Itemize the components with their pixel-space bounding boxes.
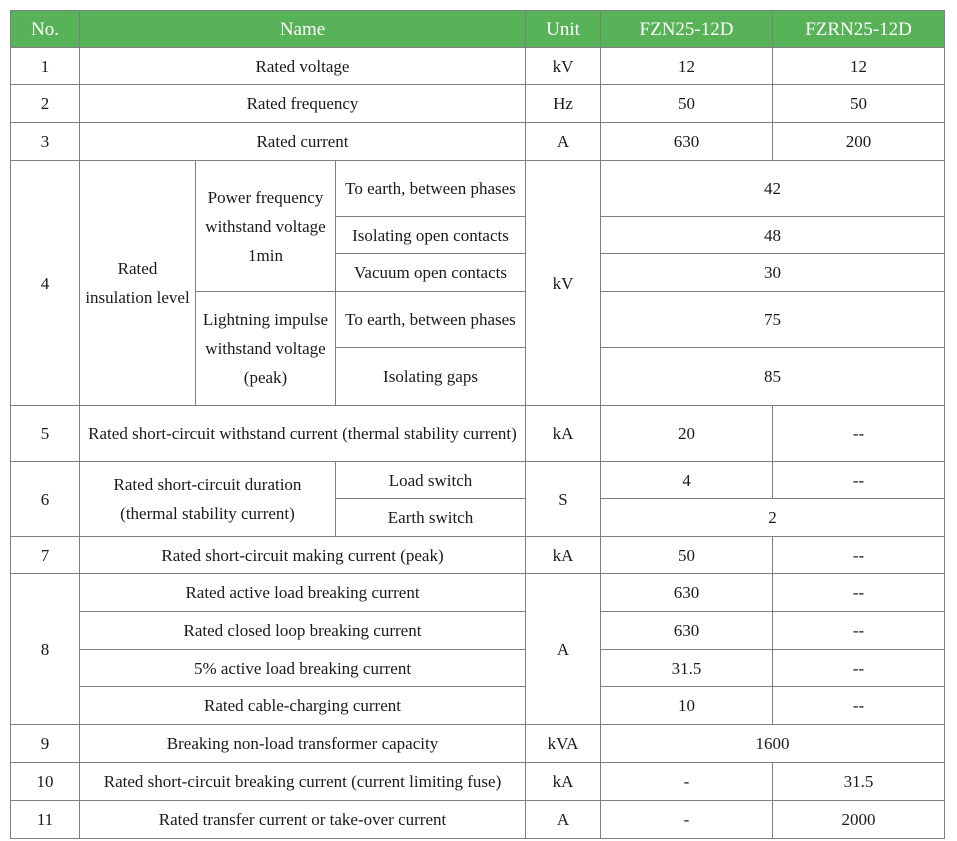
row-unit: kVA — [526, 725, 601, 763]
row-name: Rated transfer current or take-over current — [80, 801, 526, 839]
value-merged: 42 — [601, 161, 945, 217]
header-no: No. — [11, 11, 80, 48]
row-unit: kV — [526, 161, 601, 406]
header-unit: Unit — [526, 11, 601, 48]
value-model-b: 12 — [773, 48, 945, 85]
table-row — [11, 161, 945, 217]
value-model-b: 2000 — [773, 801, 945, 839]
value-merged: 75 — [601, 292, 945, 348]
table-row — [11, 537, 945, 574]
value-model-a: 10 — [601, 687, 773, 725]
header-name: Name — [80, 11, 526, 48]
sub-label: Load switch — [336, 462, 526, 499]
value-merged: 30 — [601, 254, 945, 292]
row-name: Rated frequency — [80, 85, 526, 123]
value-merged: 85 — [601, 348, 945, 406]
value-model-b: -- — [773, 687, 945, 725]
value-model-b: 50 — [773, 85, 945, 123]
row-unit: kV — [526, 48, 601, 85]
row-unit: S — [526, 462, 601, 537]
value-model-b: -- — [773, 650, 945, 687]
row-name: Breaking non-load transformer capacity — [80, 725, 526, 763]
table-row — [11, 687, 945, 725]
value-model-b: -- — [773, 537, 945, 574]
insulation-group-label: Rated insulation level — [80, 161, 196, 406]
value-model-a: 12 — [601, 48, 773, 85]
row-name: Rated active load breaking current — [80, 574, 526, 612]
table-row — [11, 650, 945, 687]
row-no: 9 — [11, 725, 80, 763]
row-no: 11 — [11, 801, 80, 839]
row-unit: A — [526, 574, 601, 725]
value-merged: 48 — [601, 217, 945, 254]
value-model-b: -- — [773, 406, 945, 462]
value-merged: 2 — [601, 499, 945, 537]
value-model-b: -- — [773, 462, 945, 499]
table-row — [11, 85, 945, 123]
row-unit: Hz — [526, 85, 601, 123]
row-unit: kA — [526, 537, 601, 574]
value-model-a: 20 — [601, 406, 773, 462]
row-name: Rated short-circuit breaking current (current limiting fuse) — [80, 763, 526, 801]
value-model-a: 50 — [601, 85, 773, 123]
row-name: Rated current — [80, 123, 526, 161]
value-model-a: 4 — [601, 462, 773, 499]
sub-label: Vacuum open contacts — [336, 254, 526, 292]
value-model-a: 630 — [601, 574, 773, 612]
row-no: 2 — [11, 85, 80, 123]
row-unit: kA — [526, 763, 601, 801]
value-model-a: - — [601, 763, 773, 801]
row-no: 8 — [11, 574, 80, 725]
value-model-b: -- — [773, 574, 945, 612]
row-unit: kA — [526, 406, 601, 462]
table-row — [11, 612, 945, 650]
row-name: 5% active load breaking current — [80, 650, 526, 687]
value-model-a: 630 — [601, 612, 773, 650]
spec-table — [10, 10, 945, 839]
table-row — [11, 406, 945, 462]
row-name: Rated cable-charging current — [80, 687, 526, 725]
sub-label: Isolating open contacts — [336, 217, 526, 254]
sub-label: Earth switch — [336, 499, 526, 537]
value-model-a: 630 — [601, 123, 773, 161]
row-no: 1 — [11, 48, 80, 85]
header-model-b: FZRN25-12D — [773, 11, 945, 48]
row-name: Rated short-circuit duration (thermal stability current) — [80, 462, 336, 537]
row-unit: A — [526, 123, 601, 161]
row-no: 6 — [11, 462, 80, 537]
row-no: 3 — [11, 123, 80, 161]
table-row — [11, 48, 945, 85]
value-model-b: 200 — [773, 123, 945, 161]
lightning-impulse-label: Lightning impulse withstand voltage (peak) — [196, 292, 336, 406]
table-row — [11, 123, 945, 161]
header-model-a: FZN25-12D — [601, 11, 773, 48]
row-no: 7 — [11, 537, 80, 574]
row-no: 10 — [11, 763, 80, 801]
table-row — [11, 462, 945, 499]
table-row — [11, 725, 945, 763]
row-unit: A — [526, 801, 601, 839]
value-model-b: 31.5 — [773, 763, 945, 801]
value-model-b: -- — [773, 612, 945, 650]
value-model-a: 50 — [601, 537, 773, 574]
table-row — [11, 574, 945, 612]
value-model-a: - — [601, 801, 773, 839]
row-name: Rated voltage — [80, 48, 526, 85]
table-row — [11, 763, 945, 801]
value-model-a: 31.5 — [601, 650, 773, 687]
row-name: Rated short-circuit making current (peak) — [80, 537, 526, 574]
header-row — [11, 11, 945, 48]
row-name: Rated short-circuit withstand current (thermal stability current) — [80, 406, 526, 462]
table-row — [11, 801, 945, 839]
sub-label: Isolating gaps — [336, 348, 526, 406]
row-no: 5 — [11, 406, 80, 462]
value-merged: 1600 — [601, 725, 945, 763]
power-frequency-label: Power frequency withstand voltage 1min — [196, 161, 336, 292]
row-name: Rated closed loop breaking current — [80, 612, 526, 650]
sub-label: To earth, between phases — [336, 161, 526, 217]
sub-label: To earth, between phases — [336, 292, 526, 348]
row-no: 4 — [11, 161, 80, 406]
